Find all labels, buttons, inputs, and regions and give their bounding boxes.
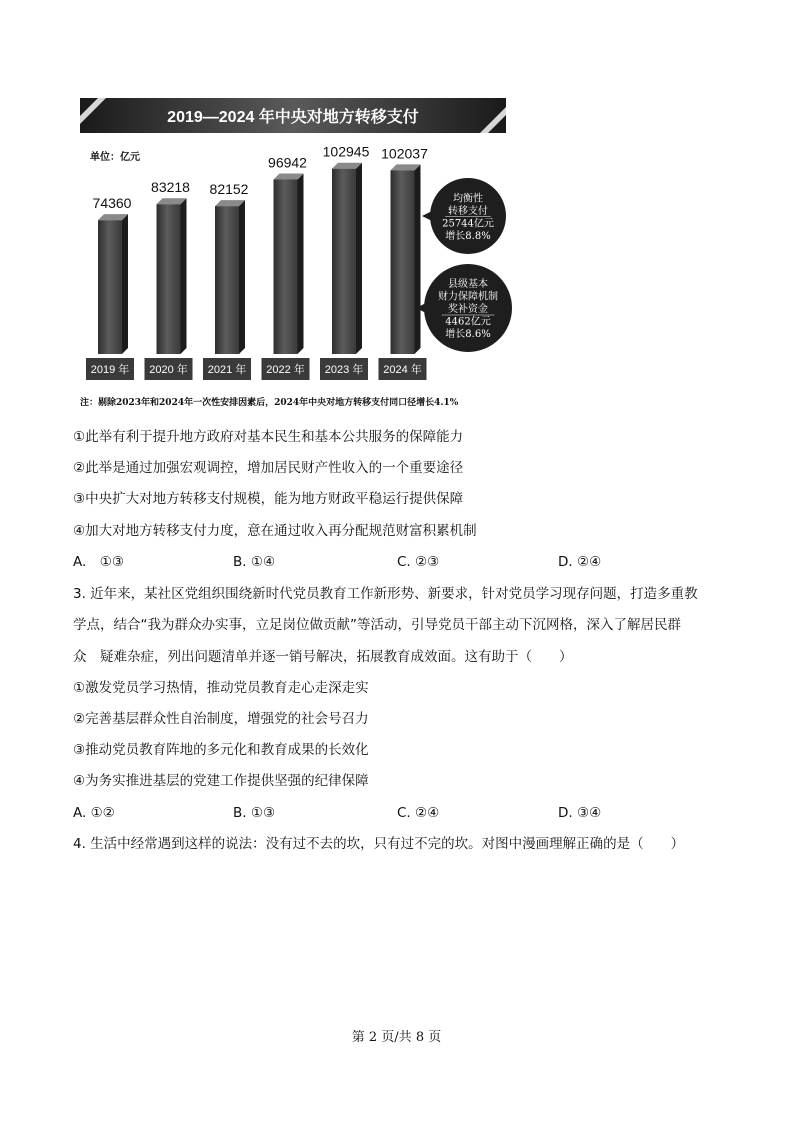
- category-label: 2023 年: [324, 364, 364, 376]
- callout-1: [416, 264, 512, 352]
- q3-item-4: ④为务实推进基层的党建工作提供坚强的纪律保障: [73, 773, 369, 789]
- callout-line: 均衡性: [453, 193, 483, 205]
- bar-value-label: 74360: [92, 195, 132, 212]
- page-footer: 第 2 页/共 8 页: [351, 1030, 442, 1045]
- q3-stem-line-3: 众 疑难杂症，列出问题清单并逐一销号解决，拓展教育成效面。这有助于（ ）: [73, 649, 573, 665]
- bar-front: [215, 206, 239, 354]
- q3-item-2: ②完善基层群众性自治制度，增强党的社会号召力: [73, 711, 369, 727]
- bar-0: [98, 214, 128, 354]
- callout-layer: [416, 178, 512, 352]
- category-label: 2021 年: [207, 364, 247, 376]
- callout-line: 奖补资金: [448, 304, 488, 315]
- bar-3: [274, 174, 304, 354]
- callout-line: 增长8.6%: [445, 329, 491, 340]
- category-label: 2020 年: [149, 364, 188, 376]
- callout-line: 转移支付: [448, 205, 488, 217]
- category-label: 2022 年: [266, 364, 305, 376]
- bar-front: [391, 170, 415, 354]
- q2-item-2: ②此举是通过加强宏观调控，增加居民财产性收入的一个重要途径: [73, 460, 464, 476]
- callout-line: 县级基本: [448, 279, 488, 290]
- q3-stem-line-2: 学点，结合“我为群众办实事，立足岗位做贡献”等活动，引导党员干部主动下沉网格，深入了解居民群: [73, 617, 681, 633]
- callout-line: 25744亿元: [442, 218, 494, 230]
- q3-item-3: ③推动党员教育阵地的多元化和教育成果的长效化: [73, 742, 369, 758]
- callout-0: [422, 178, 506, 254]
- transfer-payment-chart: [80, 98, 512, 416]
- q2-option-a[interactable]: A. ①③: [73, 554, 124, 570]
- bar-value-label: 102945: [322, 143, 370, 160]
- bar-front: [274, 180, 298, 354]
- bar-side: [415, 164, 421, 354]
- bar-1: [157, 198, 187, 354]
- bar-front: [157, 204, 181, 354]
- bar-value-label: 96942: [268, 154, 307, 171]
- callout-line: 增长8.8%: [445, 230, 491, 242]
- bar-value-label: 82152: [209, 181, 249, 198]
- q2-item-1: ①此举有利于提升地方政府对基本民生和基本公共服务的保障能力: [73, 429, 464, 445]
- q3-stem-line-1: 3. 近年来，某社区党组织围绕新时代党员教育工作新形势、新要求，针对党员学习现存问题，打造多重教: [73, 586, 698, 602]
- bar-value-label: 102037: [381, 145, 428, 162]
- chart-svg: [80, 98, 512, 416]
- category-label: 2019 年: [90, 364, 130, 376]
- callout-line: 4462亿元: [445, 316, 491, 328]
- category-label: 2024 年: [383, 364, 422, 376]
- bar-front: [98, 220, 122, 354]
- q2-item-3: ③中央扩大对地方转移支付规模，能为地方财政平稳运行提供保障: [73, 491, 464, 507]
- bar-side: [356, 163, 362, 354]
- chart-title: 2019—2024 年中央对地方转移支付: [167, 109, 419, 126]
- bar-4: [332, 163, 362, 354]
- bars-layer: [86, 144, 428, 380]
- bar-value-label: 83218: [151, 179, 190, 196]
- bar-5: [391, 164, 421, 354]
- q2-option-b[interactable]: B. ①④: [233, 554, 276, 570]
- chart-unit: 单位：亿元: [90, 152, 140, 163]
- q3-option-b[interactable]: B. ①③: [233, 805, 276, 821]
- q3-option-d[interactable]: D. ③④: [558, 805, 602, 821]
- bar-side: [181, 198, 187, 354]
- bar-side: [122, 214, 128, 354]
- bar-front: [332, 169, 356, 354]
- q4-stem: 4. 生活中经常遇到这样的说法：没有过不去的坎，只有过不完的坎。对图中漫画理解正确的是（ ）: [73, 836, 685, 852]
- bar-side: [298, 174, 304, 354]
- q2-option-c[interactable]: C. ②③: [397, 554, 440, 570]
- q3-option-c[interactable]: C. ②④: [397, 805, 440, 821]
- bar-2: [215, 200, 245, 354]
- q3-option-a[interactable]: A. ①②: [73, 805, 115, 821]
- callout-line: 财力保障机制: [438, 291, 498, 303]
- q3-item-1: ①激发党员学习热情，推动党员教育走心走深走实: [73, 680, 369, 696]
- chart-note: 注：剔除2023年和2024年一次性安排因素后，2024年中央对地方转移支付同口径增长4.1%: [80, 398, 459, 408]
- bar-side: [239, 200, 245, 354]
- q2-item-4: ④加大对地方转移支付力度，意在通过收入再分配规范财富积累机制: [73, 523, 477, 539]
- q2-option-d[interactable]: D. ②④: [558, 554, 602, 570]
